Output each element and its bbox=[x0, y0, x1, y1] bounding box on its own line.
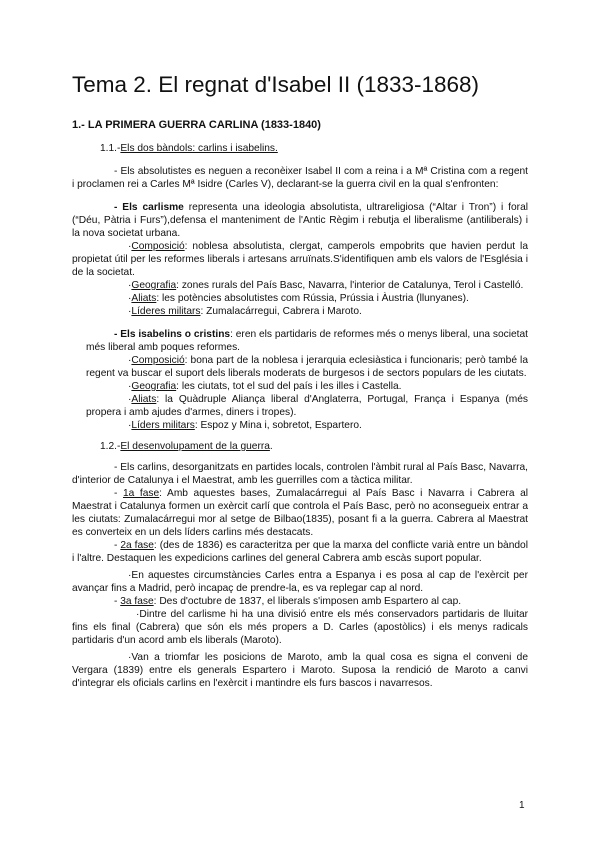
carlisme-geografia: ·Geografia: zones rurals del País Basc, Navarra, l'interior de Catalunya, Terol i Castelló. bbox=[128, 280, 524, 291]
paragraph: - Els carlins, desorganitzats en partides locals, controlen l'àmbit rural al País Basc, Navarra, d'interior de Catalunya i el Maestrat, amb les guerrilles com a tàctica militar. bbox=[72, 462, 528, 486]
carlisme-composicio: ·Composició: noblesa absolutista, clergat, camperols empobrits que havien perdut la propietat útil per les reformes liberals i artesans arruïnats.S'identifiquen amb els valors de l'Església i de la societat. bbox=[72, 241, 528, 278]
isabelins-composicio: ·Composició: bona part de la noblesa i jerarquia eclesiàstica i funcionaris; però també la regent va buscar el suport dels liberals moderats de burgesos i de sectors populars de les ciutats. bbox=[86, 355, 528, 379]
paragraph-fase2: - 2a fase: (des de 1836) es caracteritza per que la marxa del conflicte varià entre un bàndol i l'altre. Destaquen les expedicions carlines del general Cabrera amb escàs suport popular. bbox=[72, 540, 528, 564]
page-number: 1 bbox=[519, 800, 525, 811]
paragraph-carlisme: - Els carlisme representa una ideologia absolutista, ultrareligiosa (“Altar i Tron”) i foral (“Déu, Pàtria i Furs”),defensa el manteniment de l'Antic Règim i rebutja el liberalisme (antiliberals) i la nova societat urbana. bbox=[72, 202, 528, 239]
paragraph-isabelins: - Els isabelins o cristins: eren els partidaris de reformes més o menys liberal, una societat més liberal amb poques reformes. bbox=[86, 329, 528, 353]
paragraph: ·Van a triomfar les posicions de Maroto, amb la qual cosa es signa el conveni de Vergara (1839) entre els generals Espartero i Maroto. Suposa la rendició de Maroto a canvi d'integrar els oficials carlins en l'exèrcit i mantindre els furs bascos i navarresos. bbox=[72, 652, 528, 689]
carlisme-aliats: ·Aliats: les potències absolutistes com Rússia, Prússia i Àustria (llunyanes). bbox=[128, 293, 469, 304]
paragraph: ·En aquestes circumstàncies Carles entra a Espanya i es posa al cap de l'exèrcit per avançar fins a Madrid, però incapaç de prendre-la, es va replegar cap al nord. bbox=[72, 570, 528, 594]
isabelins-block bbox=[72, 328, 528, 432]
document-title: Tema 2. El regnat d'Isabel II (1833-1868) bbox=[72, 72, 480, 97]
paragraph-fase3: - 3a fase: Des d'octubre de 1837, el liberals s'imposen amb Espartero al cap. bbox=[114, 596, 462, 607]
paragraph-fase1: - 1a fase: Amb aquestes bases, Zumalacárregui al País Basc i Navarra i Cabrera al Maestrat i Catalunya formen un exèrcit carlí que controla el País Basc, però no aconsegueix entrar a les ciutats: Zumalacárregui mor al setge de Bilbao(1835), posant fi a la guerra. Cabrera al Maestrat es converteix en un dels líders carlins més destacats. bbox=[72, 488, 528, 538]
isabelins-geografia: ·Geografia: les ciutats, tot el sud del país i les illes i Castella. bbox=[128, 381, 402, 392]
subsection-heading: 1.2.-El desenvolupament de la guerra. bbox=[100, 441, 273, 452]
section-heading: 1.- LA PRIMERA GUERRA CARLINA (1833-1840) bbox=[72, 119, 321, 131]
paragraph: ·Dintre del carlisme hi ha una divisió entre els més conservadors partidaris de lluitar fins els final (Cabrera) que són els més propers a D. Carles (apostòlics) i els menys radicals partidaris d'un acord amb els liberals (Maroto). bbox=[72, 609, 528, 646]
subsection-heading: 1.1.-Els dos bàndols: carlins i isabelins. bbox=[100, 143, 278, 154]
document-body bbox=[72, 140, 528, 690]
carlisme-lider: ·Líderes militars: Zumalacárregui, Cabrera i Maroto. bbox=[128, 306, 362, 317]
isabelins-lider: ·Líders militars: Espoz y Mina i, sobretot, Espartero. bbox=[128, 420, 362, 431]
paragraph: - Els absolutistes es neguen a reconèixer Isabel II com a reina i a Mª Cristina com a regent i proclamen rei a Carles Mª Isidre (Carles V), declarant-se la guerra civil en la qual s'enfronten: bbox=[72, 166, 528, 190]
isabelins-aliats: ·Aliats: la Quàdruple Aliança liberal d'Anglaterra, Portugal, França i Espanya (més propera i amb ajudes d'armes, diners i tropes). bbox=[86, 394, 528, 418]
